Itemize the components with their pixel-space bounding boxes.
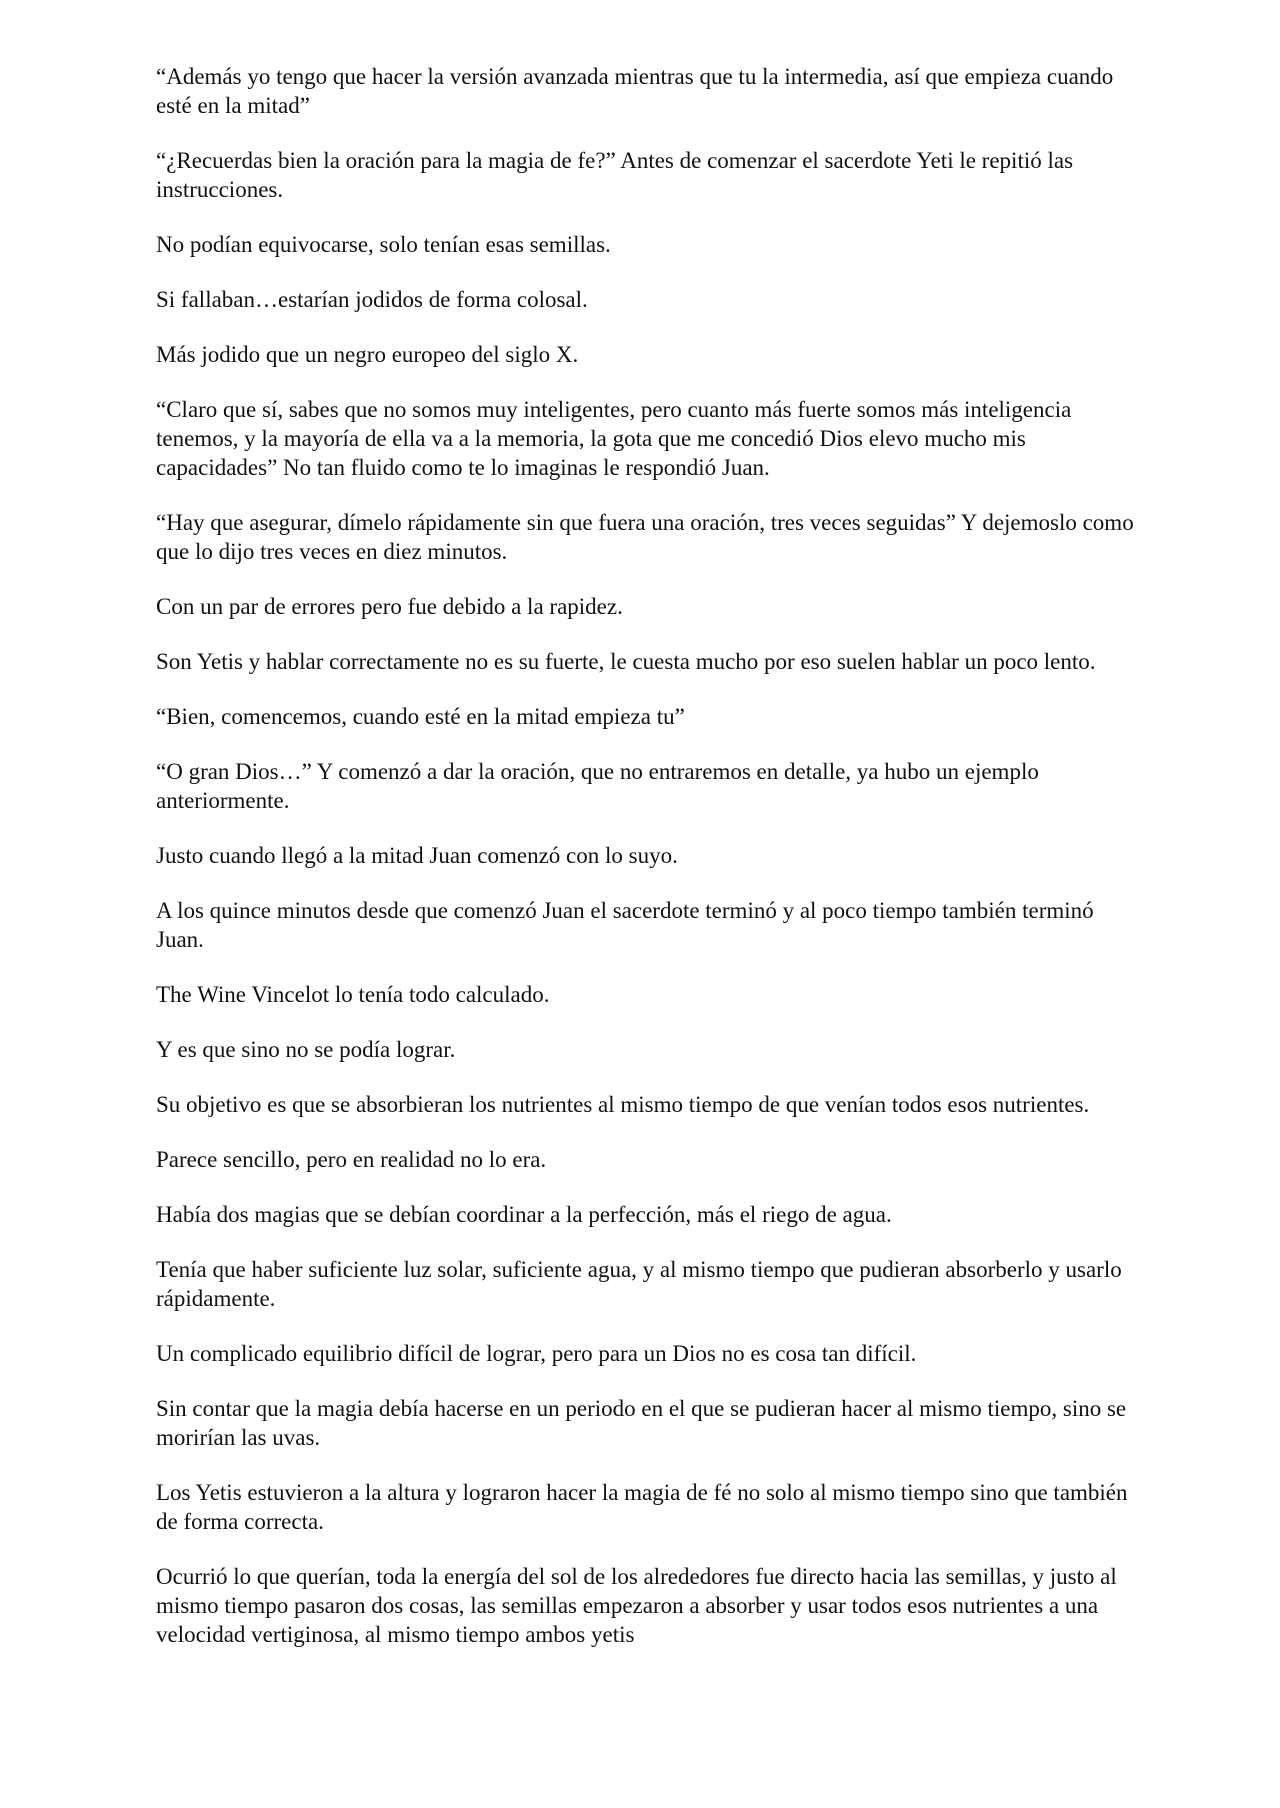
paragraph: A los quince minutos desde que comenzó Juan el sacerdote terminó y al poco tiempo también terminó Juan. [156, 898, 1094, 952]
paragraph: Justo cuando llegó a la mitad Juan comenzó con lo suyo. [156, 843, 678, 868]
paragraph: “Hay que asegurar, dímelo rápidamente sin que fuera una oración, tres veces seguidas” Y dejemoslo como que lo dijo tres veces en diez minutos. [156, 510, 1134, 564]
paragraph: Y es que sino no se podía lograr. [156, 1037, 456, 1062]
paragraph: Un complicado equilibrio difícil de lograr, pero para un Dios no es cosa tan difícil. [156, 1341, 917, 1366]
paragraph: “Además yo tengo que hacer la versión avanzada mientras que tu la intermedia, así que empieza cuando esté en la mitad” [156, 64, 1114, 118]
paragraph: Sin contar que la magia debía hacerse en un periodo en el que se pudieran hacer al mismo tiempo, sino se morirían las uvas. [156, 1396, 1127, 1450]
paragraph: Ocurrió lo que querían, toda la energía del sol de los alrededores fue directo hacia las semillas, y justo al mismo tiempo pasaron dos cosas, las semillas empezaron a absorber y usar todos esos nutrientes a una velocidad vertiginosa, al mismo tiempo ambos yetis [156, 1564, 1117, 1647]
paragraph: Si fallaban…estarían jodidos de forma colosal. [156, 287, 588, 312]
paragraph: Su objetivo es que se absorbieran los nutrientes al mismo tiempo de que venían todos esos nutrientes. [156, 1092, 1090, 1117]
paragraph: “¿Recuerdas bien la oración para la magia de fe?” Antes de comenzar el sacerdote Yeti le repitió las instrucciones. [156, 148, 1074, 202]
paragraph: Los Yetis estuvieron a la altura y lograron hacer la magia de fé no solo al mismo tiempo sino que también de forma correcta. [156, 1480, 1128, 1534]
paragraph: Tenía que haber suficiente luz solar, suficiente agua, y al mismo tiempo que pudieran absorberlo y usarlo rápidamente. [156, 1257, 1122, 1311]
paragraph: “Claro que sí, sabes que no somos muy inteligentes, pero cuanto más fuerte somos más inteligencia tenemos, y la mayoría de ella va a la memoria, la gota que me concedió Dios elevo mucho mis capacidades” No tan fluido como te lo imaginas le respondió Juan. [156, 397, 1072, 480]
paragraph: No podían equivocarse, solo tenían esas semillas. [156, 232, 611, 257]
body-text [156, 62, 1136, 1675]
paragraph: Más jodido que un negro europeo del siglo X. [156, 342, 579, 367]
paragraph: Había dos magias que se debían coordinar a la perfección, más el riego de agua. [156, 1202, 892, 1227]
paragraph: Son Yetis y hablar correctamente no es su fuerte, le cuesta mucho por eso suelen hablar un poco lento. [156, 649, 1096, 674]
paragraph: Parece sencillo, pero en realidad no lo era. [156, 1147, 547, 1172]
paragraph: “Bien, comencemos, cuando esté en la mitad empieza tu” [156, 704, 685, 729]
paragraph: “O gran Dios…” Y comenzó a dar la oración, que no entraremos en detalle, ya hubo un ejemplo anteriormente. [156, 759, 1039, 813]
paragraph: The Wine Vincelot lo tenía todo calculado. [156, 982, 550, 1007]
paragraph: Con un par de errores pero fue debido a la rapidez. [156, 594, 623, 619]
